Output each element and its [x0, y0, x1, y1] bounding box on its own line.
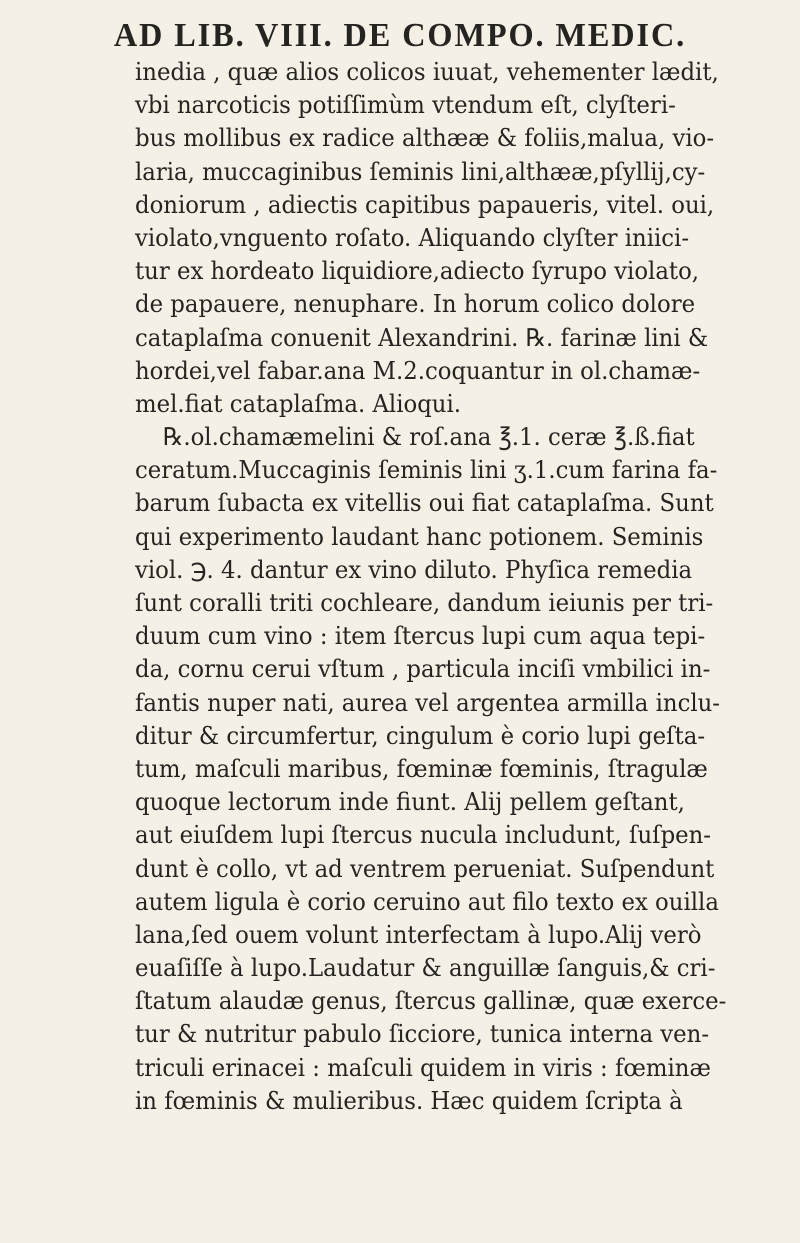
- text-line: mel.fiat cataplaſma. Alioqui.: [135, 388, 461, 418]
- text-line: quoque lectorum inde fiunt. Alij pellem geſtant,: [135, 787, 685, 817]
- text-line: doniorum , adiectis capitibus papaueris, vitel. oui,: [135, 189, 715, 219]
- text-line: violato,vnguento roſato. Aliquando clyſter iniici-: [135, 222, 690, 252]
- text-line: triculi erinacei : maſculi quidem in viris : fœminæ: [135, 1052, 711, 1082]
- text-line: in fœminis & mulieribus. Hæc quidem ſcripta à: [135, 1085, 683, 1115]
- text-line: cataplaſma conuenit Alexandrini. ℞. farinæ lini &: [135, 322, 709, 352]
- text-line: ceratum.Muccaginis ſeminis lini ʒ.1.cum farina fa-: [135, 455, 718, 485]
- running-header: AD LIB. VIII. DE COMPO. MEDIC.: [113, 17, 687, 54]
- text-line: tur & nutritur pabulo ſicciore, tunica interna ven-: [135, 1019, 710, 1049]
- text-line: aut eiuſdem lupi ſtercus nucula includunt, ſuſpen-: [135, 820, 712, 850]
- text-line: hordei,vel fabar.ana M.2.coquantur in ol.chamæ-: [135, 355, 701, 385]
- text-line: inedia , quæ alios colicos iuuat, vehementer lædit,: [135, 57, 719, 86]
- text-line: viol. ℈. 4. dantur ex vino diluto. Phyſica remedia: [135, 554, 693, 584]
- text-line: bus mollibus ex radice althææ & foliis,malua, vio-: [135, 123, 715, 153]
- text-line: barum ſubacta ex vitellis oui fiat cataplaſma. Sunt: [135, 488, 714, 518]
- text-line: laria, muccaginibus ſeminis lini,althææ,pſyllij,cy-: [135, 156, 706, 186]
- text-line: ℞.ol.chamæmelini & roſ.ana ℥.1. ceræ ℥.ß.fiat: [162, 422, 695, 452]
- text-line: vbi narcoticis potiſſimùm vtendum eſt, clyſteri-: [135, 90, 676, 120]
- text-line: duum cum vino : item ſtercus lupi cum aqua tepi-: [135, 621, 706, 651]
- body-text: [135, 55, 795, 1117]
- text-line: dunt è collo, vt ad ventrem perueniat. Suſpendunt: [135, 853, 715, 883]
- text-line: fantis nuper nati, aurea vel argentea armilla inclu-: [135, 687, 721, 717]
- text-line: da, cornu cerui vſtum , particula inciſi vmbilici in-: [135, 654, 711, 684]
- text-line: de papauere, nenuphare. In horum colico dolore: [135, 289, 696, 319]
- text-line: ſtatum alaudæ genus, ſtercus gallinæ, quæ exerce-: [135, 986, 727, 1016]
- text-line: lana,ſed ouem volunt interfectam à lupo.Alij verò: [135, 919, 702, 949]
- text-line: ditur & circumfertur, cingulum è corio lupi geſta-: [135, 720, 706, 750]
- text-line: tur ex hordeato liquidiore,adiecto ſyrupo violato,: [135, 256, 700, 286]
- text-line: euaſiſſe à lupo.Laudatur & anguillæ ſanguis,& cri-: [135, 953, 716, 983]
- text-line: qui experimento laudant hanc potionem. Seminis: [135, 521, 704, 551]
- text-line: ſunt coralli triti cochleare, dandum ieiunis per tri-: [135, 588, 714, 617]
- text-line: tum, maſculi maribus, fœminæ fœminis, ſtragulæ: [135, 753, 708, 783]
- text-line: autem ligula è corio ceruino aut filo texto ex ouilla: [135, 886, 719, 916]
